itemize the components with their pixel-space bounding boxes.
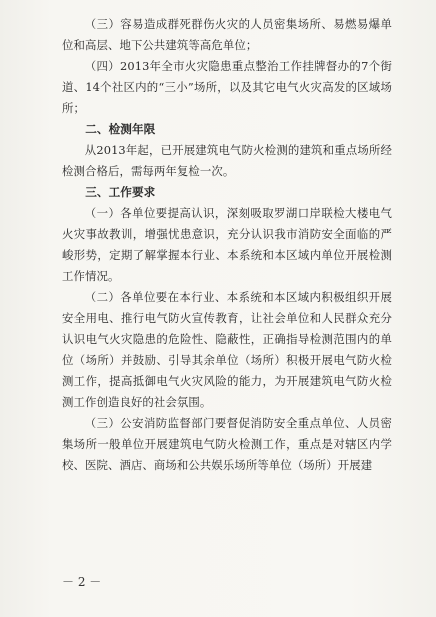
paragraph-detection-period: 从2013年起，已开展建筑电气防火检测的建筑和重点场所经检测合格后，需每两年复检一次。 <box>62 143 392 178</box>
section-heading-detection-period: 二、检测年限 <box>85 122 156 136</box>
paragraph-requirement-1: （一）各单位要提高认识，深刻吸取罗湖口岸联检大楼电气火灾事故教训，增强忧患意识，充分认识我市消防安全面临的严峻形势，定期了解掌握本行业、本系统和本区域内单位开展检测工作情况。 <box>62 206 392 283</box>
paragraph-requirement-2: （二）各单位要在本行业、本系统和本区域内积极组织开展安全用电、推行电气防火宣传教育，让社会单位和人民群众充分认识电气火灾隐患的危险性、隐蔽性，正确指导检测范围内的单位（场所）并鼓励、引导其余单位（场所）积极开展电气防火检测工作，提高抵御电气火灾风险的能力，为开展建筑电气防火检测工作创造良好的社会氛围。 <box>62 290 392 409</box>
paragraph-item-4: （四）2013年全市火灾隐患重点整治工作挂牌督办的7个街道、14个社区内的“三小”场所，以及其它电气火灾高发的区域场所； <box>62 59 392 115</box>
section-heading-work-requirements: 三、工作要求 <box>85 185 156 199</box>
paragraph-requirement-3: （三）公安消防监督部门要督促消防安全重点单位、人员密集场所一般单位开展建筑电气防火检测工作，重点是对辖区内学校、医院、酒店、商场和公共娱乐场所等单位（场所）开展建 <box>62 416 392 472</box>
page-number: － 2 － <box>62 575 102 589</box>
document-body <box>62 14 392 476</box>
paragraph-item-3: （三）容易造成群死群伤火灾的人员密集场所、易燃易爆单位和高层、地下公共建筑等高危单位； <box>62 17 392 52</box>
